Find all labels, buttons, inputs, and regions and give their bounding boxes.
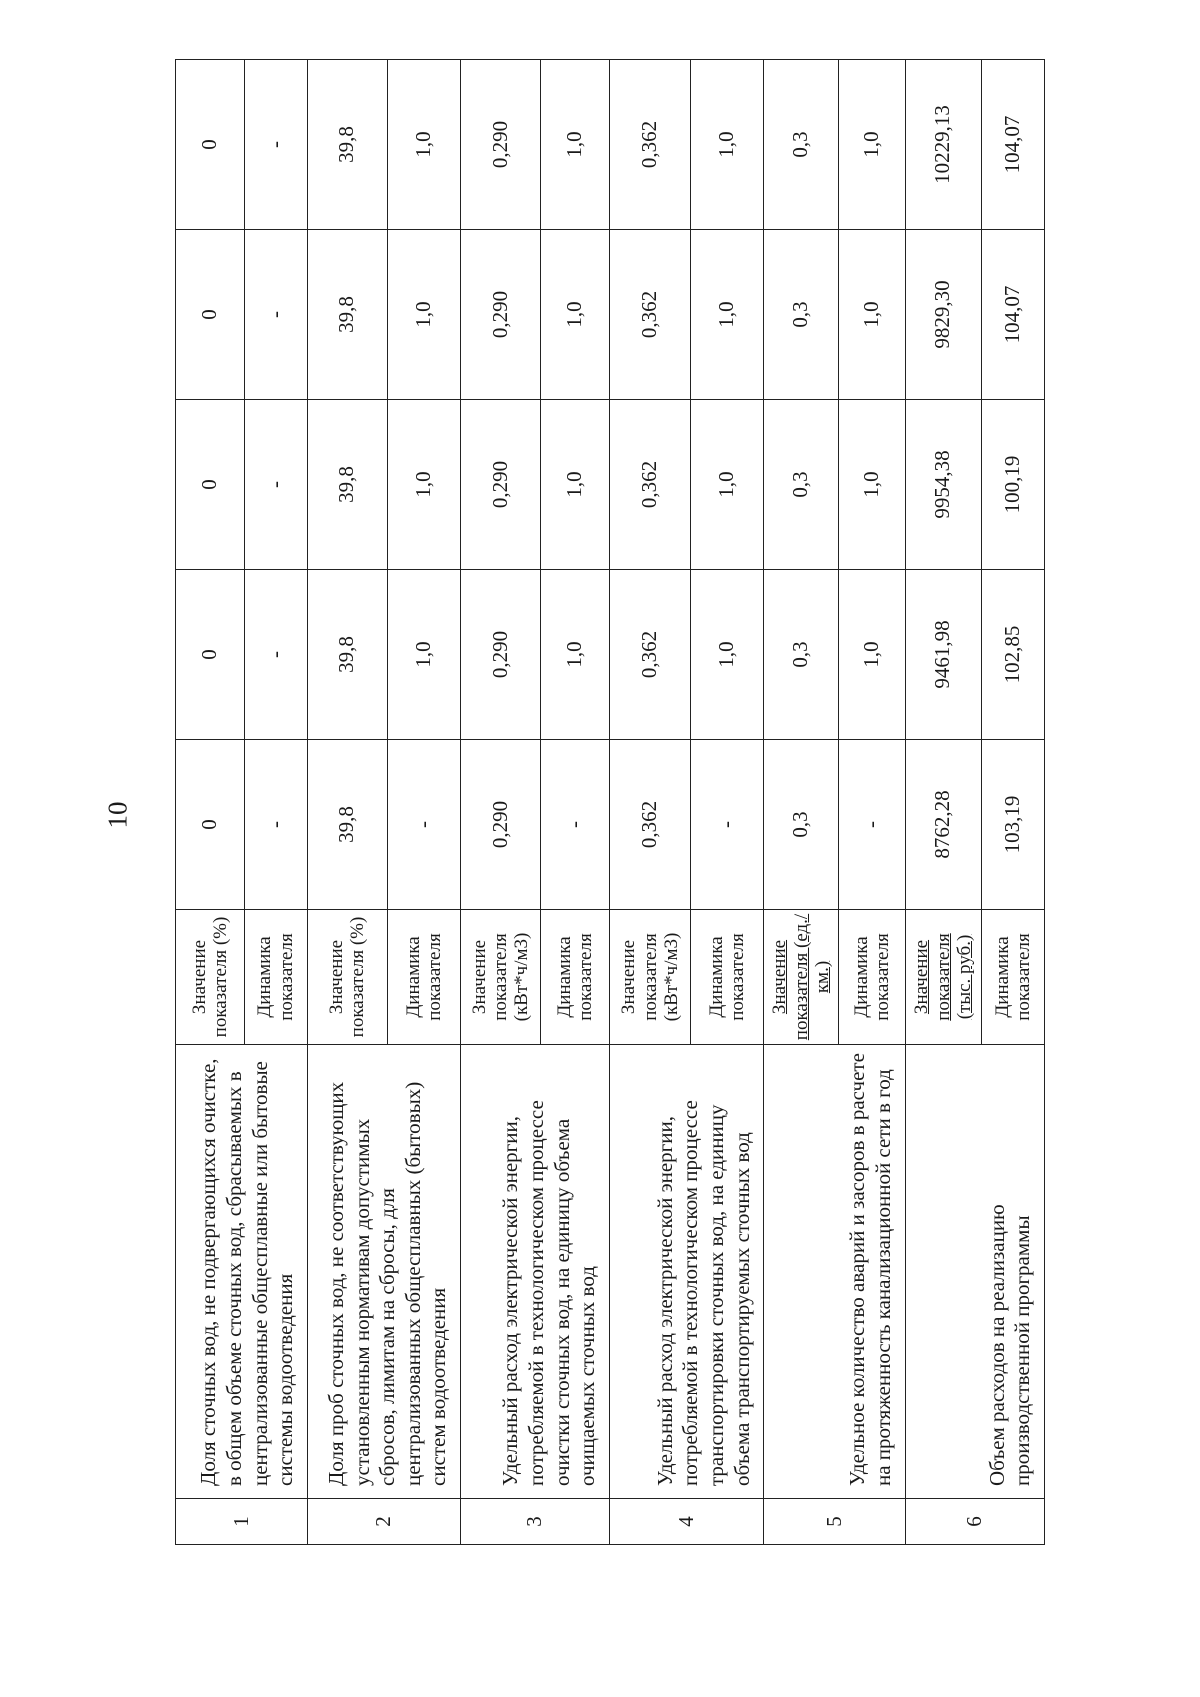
year-value-cell: 8762,28	[905, 740, 981, 910]
year-value-cell: 0	[176, 570, 245, 740]
year-value-cell: -	[244, 570, 307, 740]
indicator-dynamics-label: Динамика показателя	[244, 910, 307, 1045]
year-value-cell: 104,07	[981, 60, 1044, 230]
year-value-cell: -	[244, 400, 307, 570]
indicator-value-label: Значение показателя (%)	[176, 910, 245, 1045]
table-row	[905, 60, 981, 1545]
indicator-dynamics-label: Динамика показателя	[387, 910, 460, 1045]
indicator-name: Доля сточных вод, не подвергающихся очистке, в общем объеме сточных вод, сбрасываемых в централизованные общесплавные или бытовые системы водоотведения	[176, 1045, 308, 1499]
year-value-cell: 0,3	[764, 400, 839, 570]
year-value-cell: 1,0	[387, 570, 460, 740]
year-value-cell: 1,0	[691, 60, 764, 230]
indicator-value-label: Значение показателя (кВт*ч/м3)	[609, 910, 690, 1045]
year-value-cell: 1,0	[541, 570, 610, 740]
year-value-cell: -	[244, 740, 307, 910]
row-number: 4	[609, 1499, 763, 1545]
year-value-cell: 39,8	[307, 570, 387, 740]
year-value-cell: 100,19	[981, 400, 1044, 570]
year-value-cell: 1,0	[387, 60, 460, 230]
table-row	[609, 60, 690, 1545]
table-row	[461, 60, 541, 1545]
year-value-cell: -	[691, 740, 764, 910]
page-number: 10	[102, 801, 133, 829]
year-value-cell: 39,8	[307, 230, 387, 400]
rotated-table-container	[175, 60, 1045, 1545]
year-value-cell: 0,290	[461, 570, 541, 740]
year-value-cell: 1,0	[839, 230, 905, 400]
year-value-cell: 104,07	[981, 230, 1044, 400]
indicator-value-label: Значение показателя (ед./км.)	[764, 910, 839, 1045]
year-value-cell: -	[387, 740, 460, 910]
year-value-cell: 9954,38	[905, 400, 981, 570]
year-value-cell: 0,290	[461, 230, 541, 400]
year-value-cell: 9461,98	[905, 570, 981, 740]
year-value-cell: 0,290	[461, 740, 541, 910]
year-value-cell: 1,0	[839, 60, 905, 230]
year-value-cell: -	[839, 740, 905, 910]
year-value-cell: -	[244, 230, 307, 400]
year-value-cell: 1,0	[541, 60, 610, 230]
indicator-name: Объем расходов на реализацию производственной программы	[905, 1045, 1044, 1499]
year-value-cell: 0,362	[609, 740, 690, 910]
indicator-dynamics-label: Динамика показателя	[691, 910, 764, 1045]
table-row	[307, 60, 387, 1545]
year-value-cell: 0	[176, 400, 245, 570]
year-value-cell: 39,8	[307, 740, 387, 910]
year-value-cell: 1,0	[839, 570, 905, 740]
indicator-name: Удельное количество аварий и засоров в расчете на протяженность канализационной сети в год	[764, 1045, 905, 1499]
table-body	[176, 60, 1045, 1545]
year-value-cell: 0,362	[609, 60, 690, 230]
year-value-cell: 0,290	[461, 400, 541, 570]
indicator-dynamics-label: Динамика показателя	[839, 910, 905, 1045]
year-value-cell: 102,85	[981, 570, 1044, 740]
year-value-cell: 0	[176, 60, 245, 230]
row-number: 5	[764, 1499, 905, 1545]
year-value-cell: 1,0	[541, 400, 610, 570]
indicator-name: Доля проб сточных вод, не соответствующих установленным нормативам допустимых сбросов, лимитам на сбросы, для централизованных общесплавных (бытовых) систем водоотведения	[307, 1045, 460, 1499]
indicator-dynamics-label: Динамика показателя	[981, 910, 1044, 1045]
year-value-cell: 0	[176, 230, 245, 400]
year-value-cell: 0,362	[609, 570, 690, 740]
year-value-cell: 9829,30	[905, 230, 981, 400]
year-value-cell: 0,3	[764, 230, 839, 400]
year-value-cell: 1,0	[541, 230, 610, 400]
year-value-cell: 0,3	[764, 60, 839, 230]
year-value-cell: 0	[176, 740, 245, 910]
indicator-name: Удельный расход электрической энергии, потребляемой в технологическом процессе очистки сточных вод, на единицу объема очищаемых сточных вод	[461, 1045, 610, 1499]
year-value-cell: 39,8	[307, 400, 387, 570]
row-number: 6	[905, 1499, 1044, 1545]
year-value-cell: -	[244, 60, 307, 230]
year-value-cell: 1,0	[387, 230, 460, 400]
indicator-name: Удельный расход электрической энергии, потребляемой в технологическом процессе транспортировки сточных вод, на единицу объема транспортируемых сточных вод	[609, 1045, 763, 1499]
year-value-cell: 1,0	[839, 400, 905, 570]
indicator-dynamics-label: Динамика показателя	[541, 910, 610, 1045]
year-value-cell: 1,0	[691, 230, 764, 400]
year-value-cell: 0,362	[609, 230, 690, 400]
indicator-value-label: Значение показателя (тыс. руб.)	[905, 910, 981, 1045]
year-value-cell: 39,8	[307, 60, 387, 230]
year-value-cell: -	[541, 740, 610, 910]
year-value-cell: 0,290	[461, 60, 541, 230]
year-value-cell: 10229,13	[905, 60, 981, 230]
indicators-table	[175, 59, 1045, 1545]
year-value-cell: 1,0	[691, 400, 764, 570]
table-row	[176, 60, 245, 1545]
indicator-value-label: Значение показателя (кВт*ч/м3)	[461, 910, 541, 1045]
year-value-cell: 103,19	[981, 740, 1044, 910]
year-value-cell: 0,3	[764, 740, 839, 910]
year-value-cell: 1,0	[387, 400, 460, 570]
row-number: 3	[461, 1499, 610, 1545]
year-value-cell: 0,362	[609, 400, 690, 570]
year-value-cell: 1,0	[691, 570, 764, 740]
row-number: 1	[176, 1499, 308, 1545]
indicator-value-label: Значение показателя (%)	[307, 910, 387, 1045]
row-number: 2	[307, 1499, 460, 1545]
table-row	[764, 60, 839, 1545]
year-value-cell: 0,3	[764, 570, 839, 740]
